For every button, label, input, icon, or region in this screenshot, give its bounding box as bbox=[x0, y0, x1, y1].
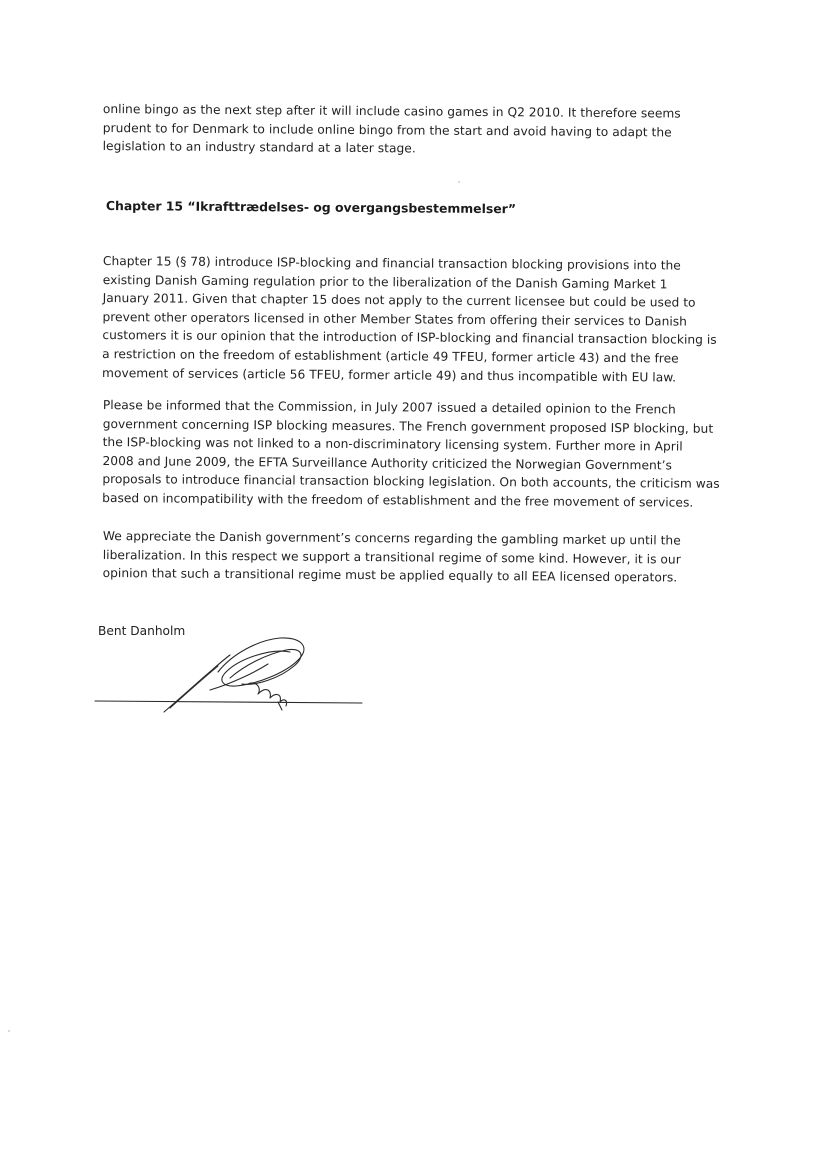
text-line: Chapter 15 (§ 78) introduce ISP-blocking and financial transaction blocking provisions into the bbox=[102, 253, 681, 273]
text-line: opinion that such a transitional regime must be applied equally to all EEA licensed operators. bbox=[102, 566, 678, 585]
text-line: customers it is our opinion that the introduction of ISP-blocking and financial transaction blocking is bbox=[102, 328, 717, 348]
paragraph-commission-opinion bbox=[102, 396, 753, 513]
chapter-heading: Chapter 15 “Ikrafttrædelses- og overgangsbestemmelser” bbox=[105, 198, 517, 217]
paragraph-transitional-regime bbox=[103, 527, 753, 588]
paragraph-online-bingo bbox=[103, 100, 753, 161]
text-line: We appreciate the Danish government’s concerns regarding the gambling market up until the bbox=[102, 528, 681, 548]
text-line: legislation to an industry standard at a later stage. bbox=[102, 139, 416, 156]
signature-line bbox=[95, 701, 362, 703]
text-line: based on incompatibility with the freedom of establishment and the free movement of services. bbox=[102, 490, 694, 510]
text-line: liberalization. In this respect we support a transitional regime of some kind. However, it is our bbox=[102, 547, 681, 567]
text-line: a restriction on the freedom of establishment (article 49 TFEU, former article 43) and the free bbox=[102, 346, 679, 366]
text-line: 2008 and June 2009, the EFTA Surveillance Authority criticized the Norwegian Government’s bbox=[102, 453, 673, 473]
text-line: government concerning ISP blocking measures. The French government proposed ISP blocking, but bbox=[102, 416, 714, 436]
scan-speck bbox=[458, 181, 460, 183]
text-line: prudent to for Denmark to include online bingo from the start and avoid having to adapt the bbox=[102, 120, 672, 140]
text-line: the ISP-blocking was not linked to a non-discriminatory licensing system. Further more in April bbox=[102, 435, 683, 454]
text-line: online bingo as the next step after it will include casino games in Q2 2010. It therefore seems bbox=[102, 101, 681, 121]
text-line: Please be informed that the Commission, in July 2007 issued a detailed opinion to the French bbox=[102, 397, 676, 417]
text-line: prevent other operators licensed in other Member States from offering their services to Danish bbox=[102, 309, 688, 329]
text-line: January 2011. Given that chapter 15 does not apply to the current licensee but could be used to bbox=[102, 291, 696, 310]
paragraph-chapter-15 bbox=[102, 252, 753, 387]
text-line: proposals to introduce financial transaction blocking legislation. On both accounts, the criticism was bbox=[102, 472, 720, 492]
scan-speck bbox=[8, 1030, 10, 1032]
signatory-name: Bent Danholm bbox=[98, 624, 186, 638]
text-line: existing Danish Gaming regulation prior to the liberalization of the Danish Gaming Market 1 bbox=[102, 272, 668, 292]
text-line: movement of services (article 56 TFEU, former article 49) and thus incompatible with EU law. bbox=[101, 365, 677, 385]
handwritten-signature bbox=[90, 628, 370, 718]
